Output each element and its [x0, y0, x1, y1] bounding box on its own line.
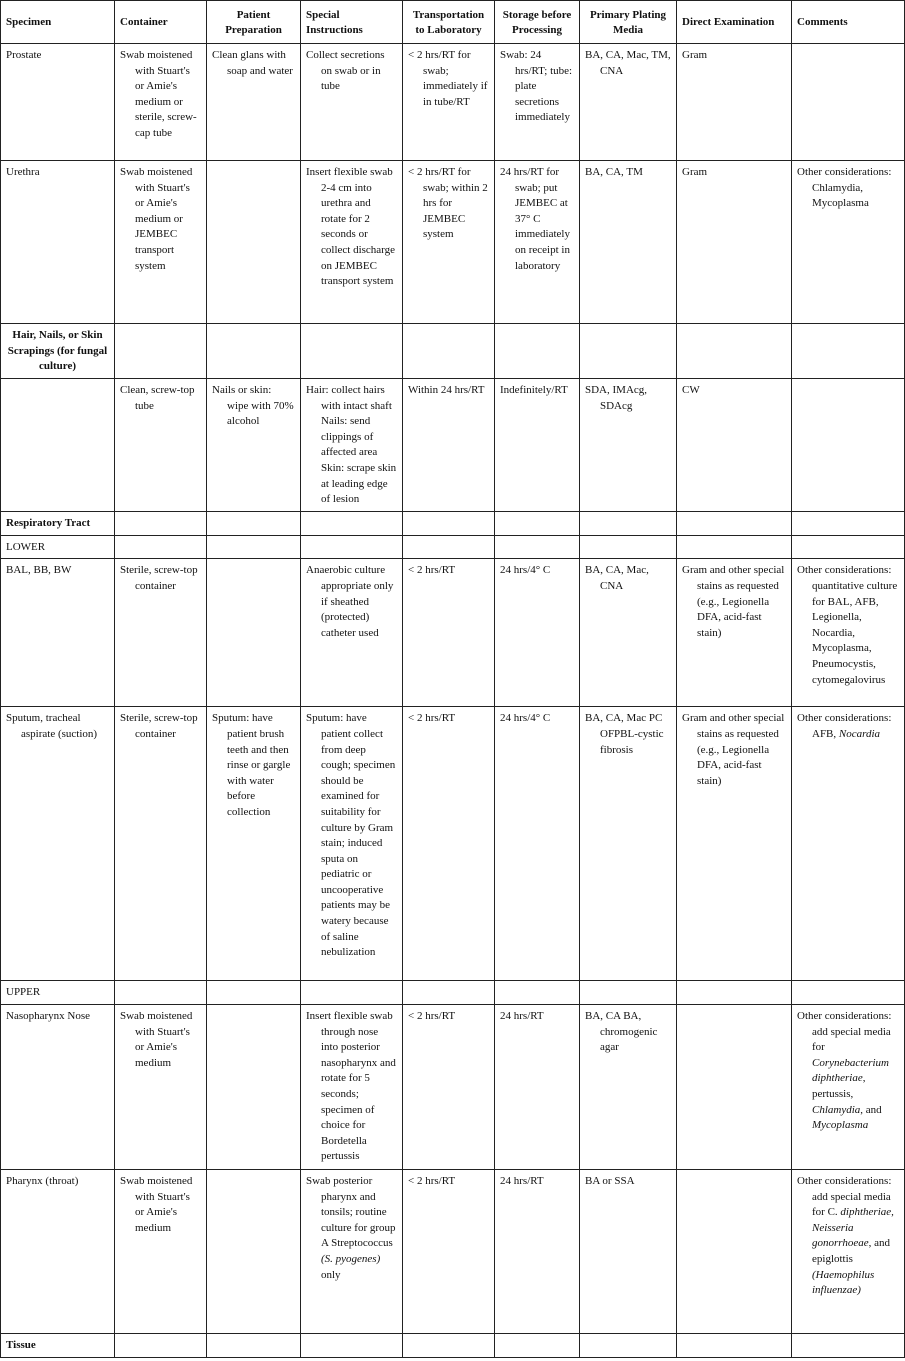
- col-header-special-instructions: Special Instructions: [301, 1, 403, 44]
- table-row-hair: [1, 379, 905, 512]
- cell-direct: Gram and other special stains as requested (e.g., Legionella DFA, acid-fast stain): [677, 559, 792, 707]
- cell-direct: CW: [677, 379, 792, 512]
- cell-container: Swab moistened with Stuart's or Amie's medium or JEMBEC transport system: [115, 161, 207, 324]
- col-header-transportation: Transportation to Laboratory: [403, 1, 495, 44]
- cell-prep: [207, 559, 301, 707]
- cell-specimen: Prostate: [1, 44, 115, 161]
- cell-prep: [207, 161, 301, 324]
- cell-container: Sterile, screw-top container: [115, 559, 207, 707]
- cell-comments: Other considerations: add special media for Corynebacterium diphtheriae, pertussis, Chlamydia, and Mycoplasma: [792, 1004, 905, 1169]
- cell-prep: Sputum: have patient brush teeth and then rinse or gargle with water before collection: [207, 707, 301, 981]
- section-heading: UPPER: [1, 981, 115, 1005]
- cell-transport: < 2 hrs/RT: [403, 559, 495, 707]
- cell-specimen: Sputum, tracheal aspirate (suction): [1, 707, 115, 981]
- table-row-prostate: [1, 44, 905, 161]
- cell-storage: 24 hrs/RT for swab; put JEMBEC at 37° C immediately on receipt in laboratory: [495, 161, 580, 324]
- table-row-sputum: [1, 707, 905, 981]
- section-row-respiratory-tract: [1, 511, 905, 535]
- col-header-direct-examination: Direct Examination: [677, 1, 792, 44]
- cell-transport: Within 24 hrs/RT: [403, 379, 495, 512]
- cell-special: Hair: collect hairs with intact shaft Nails: send clippings of affected area Skin: scrape skin at leading edge of lesion: [301, 379, 403, 512]
- cell-transport: < 2 hrs/RT for swab; within 2 hrs for JEMBEC system: [403, 161, 495, 324]
- cell-plating: BA or SSA: [580, 1169, 677, 1333]
- table-row-pharynx: [1, 1169, 905, 1333]
- table-row-bal: [1, 559, 905, 707]
- cell-specimen: Nasopharynx Nose: [1, 1004, 115, 1169]
- cell-special: Insert flexible swab through nose into posterior nasopharynx and rotate for 5 seconds; specimen of choice for Bordetella pertussis: [301, 1004, 403, 1169]
- section-heading: Tissue: [1, 1333, 115, 1357]
- cell-container: Sterile, screw-top container: [115, 707, 207, 981]
- section-row-tissue: [1, 1333, 905, 1357]
- cell-transport: < 2 hrs/RT: [403, 1169, 495, 1333]
- cell-plating: BA, CA BA, chromogenic agar: [580, 1004, 677, 1169]
- cell-plating: BA, CA, Mac, TM, CNA: [580, 44, 677, 161]
- cell-container: Clean, screw-top tube: [115, 379, 207, 512]
- col-header-plating-media: Primary Plating Media: [580, 1, 677, 44]
- section-row-lower: [1, 535, 905, 559]
- cell-special: Anaerobic culture appropriate only if sheathed (protected) catheter used: [301, 559, 403, 707]
- cell-comments: Other considerations: Chlamydia, Mycoplasma: [792, 161, 905, 324]
- col-header-storage: Storage before Processing: [495, 1, 580, 44]
- cell-storage: 24 hrs/4° C: [495, 559, 580, 707]
- cell-transport: < 2 hrs/RT: [403, 707, 495, 981]
- cell-prep: Nails or skin: wipe with 70% alcohol: [207, 379, 301, 512]
- cell-transport: < 2 hrs/RT for swab; immediately if in tube/RT: [403, 44, 495, 161]
- section-heading: Respiratory Tract: [1, 511, 115, 535]
- cell-storage: Indefinitely/RT: [495, 379, 580, 512]
- cell-comments: Other considerations: AFB, Nocardia: [792, 707, 905, 981]
- cell-container: Swab moistened with Stuart's or Amie's medium: [115, 1169, 207, 1333]
- cell-prep: [207, 1004, 301, 1169]
- col-header-comments: Comments: [792, 1, 905, 44]
- cell-prep: [207, 1169, 301, 1333]
- cell-plating: SDA, IMAcg, SDAcg: [580, 379, 677, 512]
- cell-specimen: [1, 379, 115, 512]
- cell-container: Swab moistened with Stuart's or Amie's medium or sterile, screw-cap tube: [115, 44, 207, 161]
- cell-direct: [677, 1169, 792, 1333]
- cell-specimen: BAL, BB, BW: [1, 559, 115, 707]
- cell-storage: Swab: 24 hrs/RT; tube: plate secretions immediately: [495, 44, 580, 161]
- col-header-container: Container: [115, 1, 207, 44]
- cell-comments: Other considerations: add special media for C. diphtheriae, Neisseria gonorrhoeae, and epiglottis (Haemophilus influenzae): [792, 1169, 905, 1333]
- section-row-upper: [1, 981, 905, 1005]
- col-header-patient-preparation: Patient Preparation: [207, 1, 301, 44]
- cell-storage: 24 hrs/RT: [495, 1169, 580, 1333]
- cell-comments: [792, 44, 905, 161]
- table-row-nasopharynx: [1, 1004, 905, 1169]
- cell-plating: BA, CA, TM: [580, 161, 677, 324]
- section-row-hair-nails-skin: [1, 324, 905, 379]
- cell-prep: Clean glans with soap and water: [207, 44, 301, 161]
- header-row: [1, 1, 905, 44]
- cell-comments: Other considerations: quantitative culture for BAL, AFB, Legionella, Nocardia, Mycoplasma, Pneumocystis, cytomegalovirus: [792, 559, 905, 707]
- cell-plating: BA, CA, Mac PC OFPBL-cystic fibrosis: [580, 707, 677, 981]
- cell-comments: [792, 379, 905, 512]
- cell-container: Swab moistened with Stuart's or Amie's medium: [115, 1004, 207, 1169]
- cell-specimen: Pharynx (throat): [1, 1169, 115, 1333]
- col-header-specimen: Specimen: [1, 1, 115, 44]
- cell-plating: BA, CA, Mac, CNA: [580, 559, 677, 707]
- cell-specimen: Urethra: [1, 161, 115, 324]
- table-row-urethra: [1, 161, 905, 324]
- section-heading: Hair, Nails, or Skin Scrapings (for fungal culture): [1, 324, 115, 379]
- cell-direct: [677, 1004, 792, 1169]
- cell-special: Swab posterior pharynx and tonsils; routine culture for group A Streptococcus (S. pyogenes) only: [301, 1169, 403, 1333]
- cell-storage: 24 hrs/RT: [495, 1004, 580, 1169]
- cell-special: Collect secretions on swab or in tube: [301, 44, 403, 161]
- cell-special: Sputum: have patient collect from deep cough; specimen should be examined for suitability for culture by Gram stain; induced sputa on pediatric or uncooperative patients may be watery because of saline nebulization: [301, 707, 403, 981]
- cell-direct: Gram: [677, 161, 792, 324]
- cell-direct: Gram: [677, 44, 792, 161]
- cell-transport: < 2 hrs/RT: [403, 1004, 495, 1169]
- cell-storage: 24 hrs/4° C: [495, 707, 580, 981]
- section-heading: LOWER: [1, 535, 115, 559]
- cell-direct: Gram and other special stains as requested (e.g., Legionella DFA, acid-fast stain): [677, 707, 792, 981]
- cell-special: Insert flexible swab 2-4 cm into urethra and rotate for 2 seconds or collect discharge on JEMBEC transport system: [301, 161, 403, 324]
